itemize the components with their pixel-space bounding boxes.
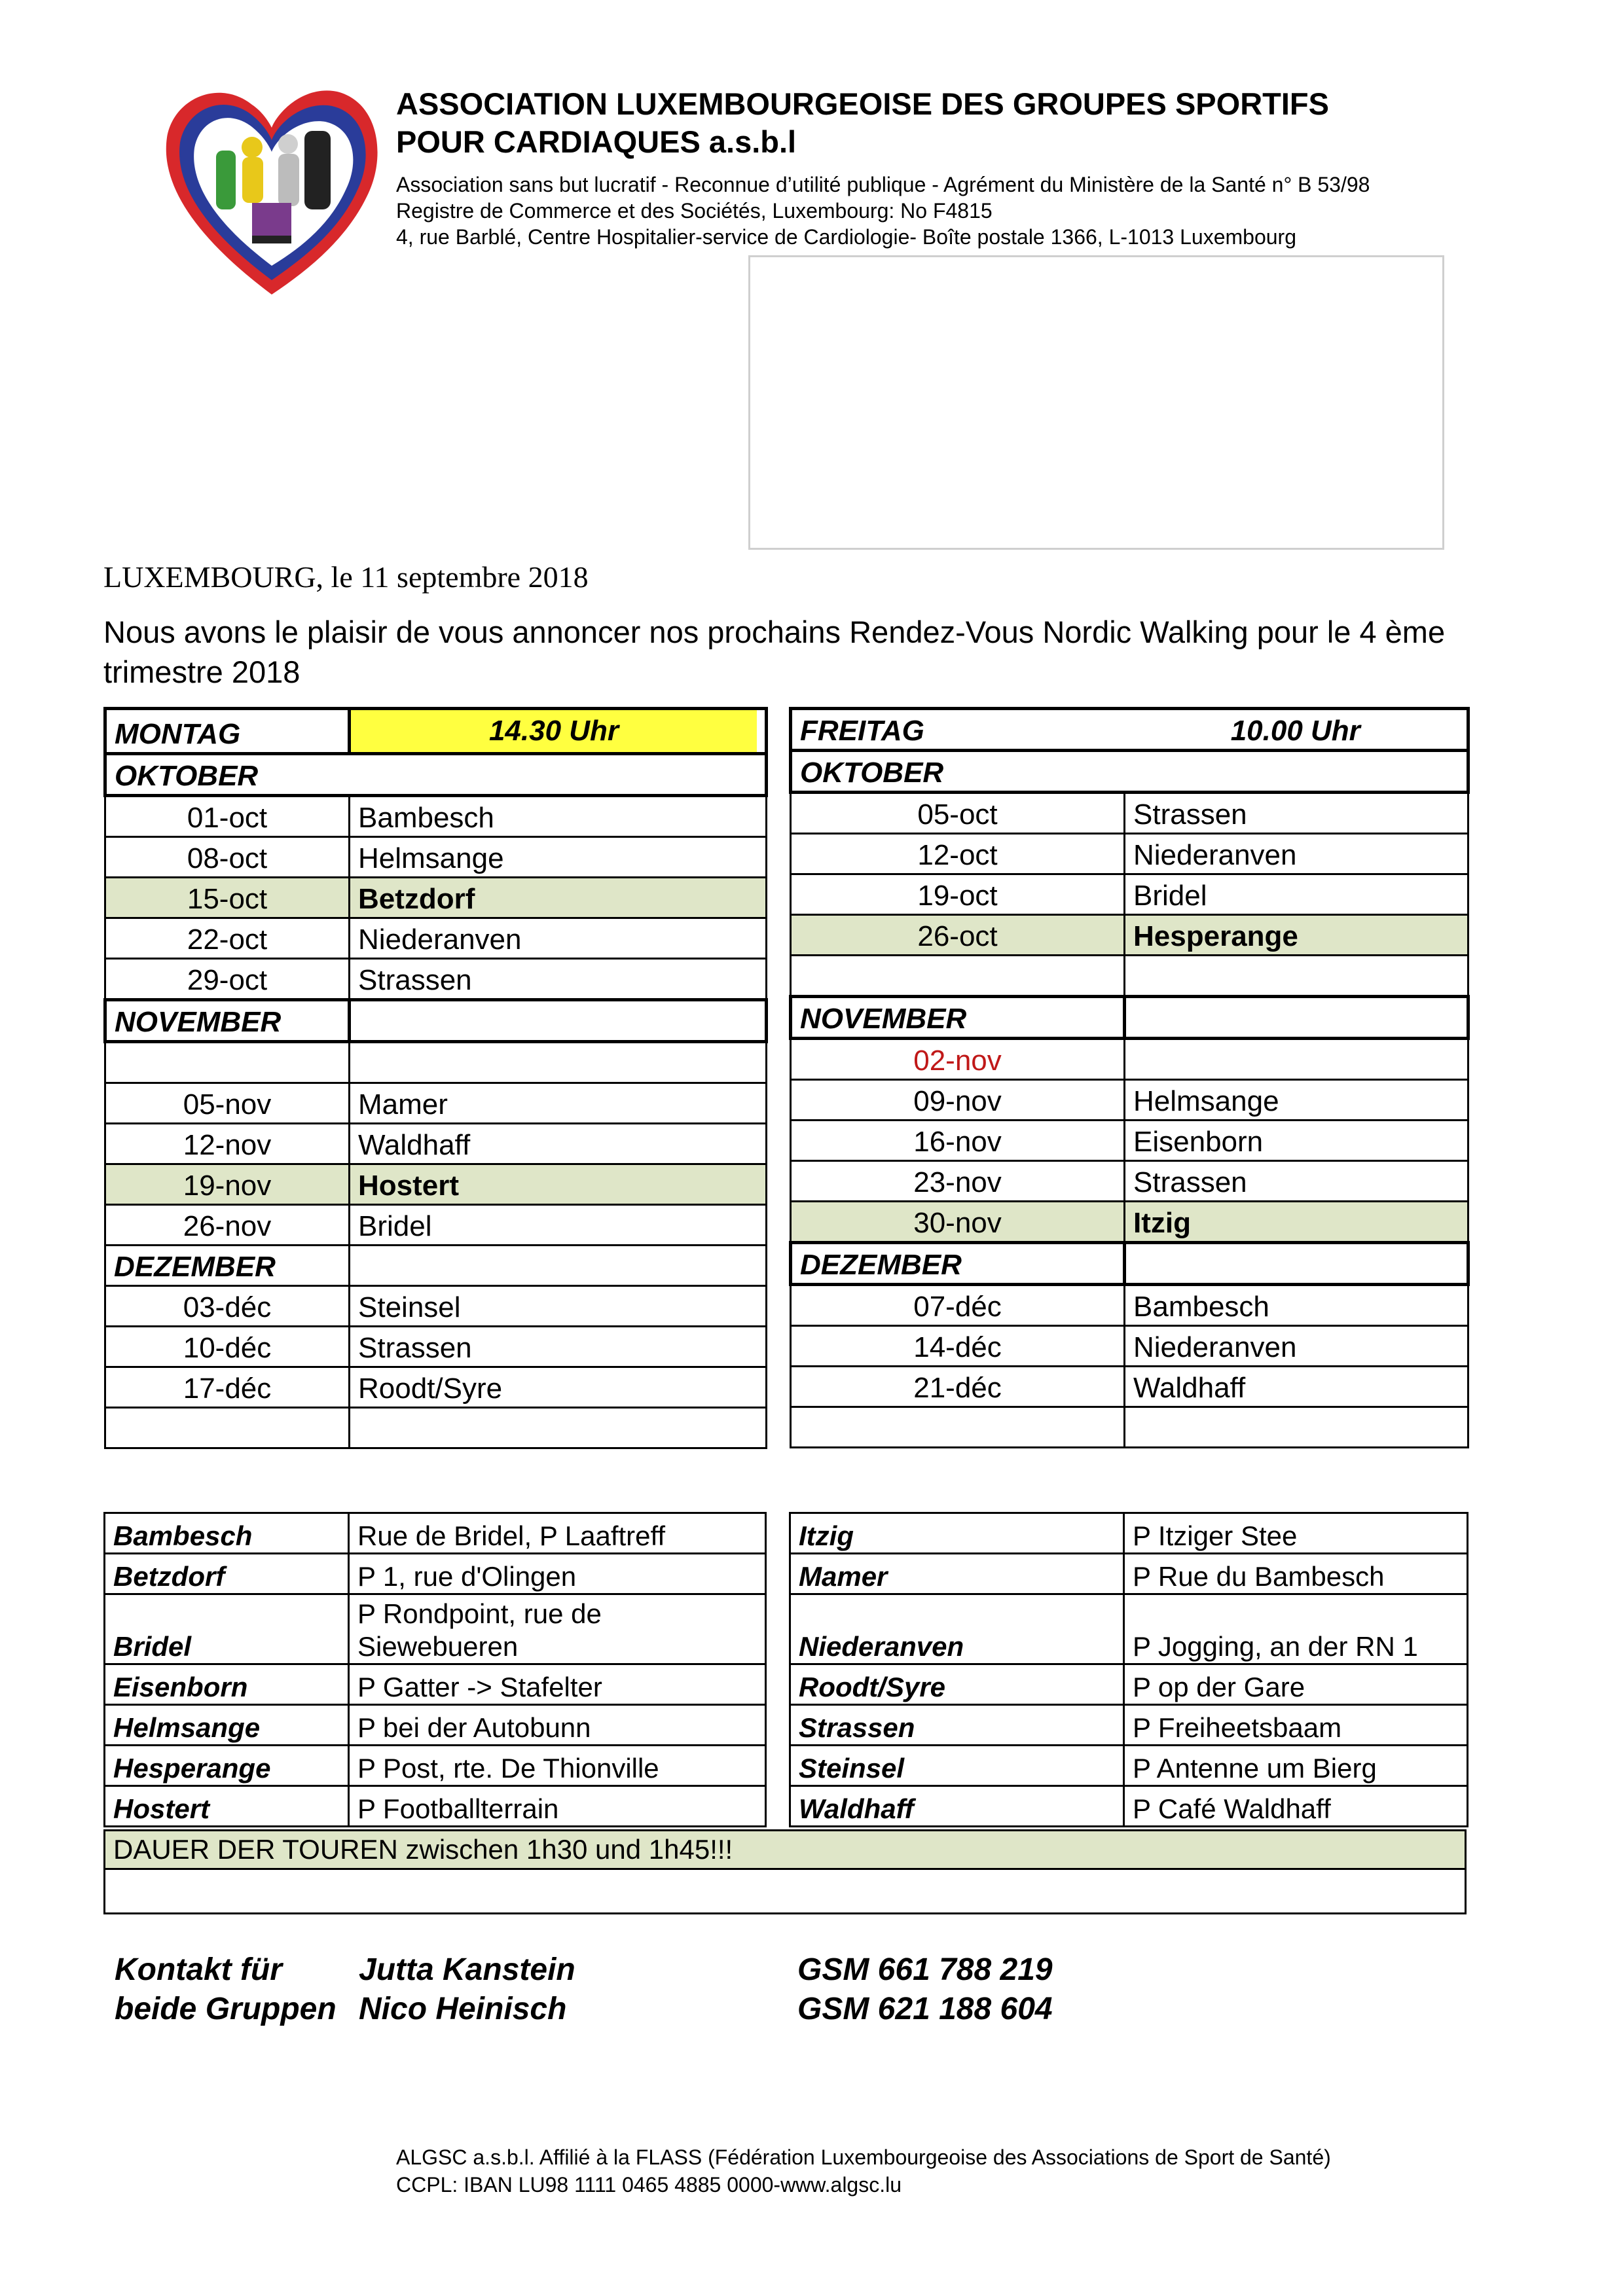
org-title-line-2: POUR CARDIAQUES a.s.b.l bbox=[396, 124, 797, 159]
table-row: 05-oct Strassen bbox=[791, 793, 1468, 834]
freitag-month-oktober: OKTOBER bbox=[791, 751, 1468, 793]
contact-label: Kontakt für beide Gruppen bbox=[115, 1952, 337, 2026]
table-row: 23-nov Strassen bbox=[791, 1161, 1468, 1202]
table-row: 22-oct Niederanven bbox=[105, 918, 767, 959]
table-row-highlight: 15-oct Betzdorf bbox=[105, 878, 767, 918]
address-window-box bbox=[748, 255, 1444, 550]
footer bbox=[396, 2144, 1331, 2198]
freitag-day: FREITAG bbox=[791, 709, 1125, 751]
freitag-schedule-table bbox=[789, 707, 1470, 1448]
table-row: Itzig P Itziger Stee bbox=[790, 1513, 1468, 1554]
table-row: Strassen P Freiheetsbaam bbox=[790, 1705, 1468, 1746]
table-row-highlight: 30-nov Itzig bbox=[791, 1202, 1468, 1243]
freitag-time: 10.00 Uhr bbox=[1125, 709, 1468, 751]
freitag-month-dezember: DEZEMBER bbox=[791, 1243, 1468, 1285]
locations-table-left bbox=[103, 1512, 767, 1827]
table-gap-row bbox=[105, 1042, 767, 1083]
org-info-line: Association sans but lucratif - Reconnue d’utilité publique - Agrément du Ministère de la Santé n° B 53/98 bbox=[396, 173, 1370, 196]
table-row: Steinsel P Antenne um Bierg bbox=[790, 1746, 1468, 1786]
table-row: 03-déc Steinsel bbox=[105, 1286, 767, 1327]
table-row-highlight: 19-nov Hostert bbox=[105, 1164, 767, 1205]
table-row: 05-nov Mamer bbox=[105, 1083, 767, 1124]
table-row: 26-nov Bridel bbox=[105, 1205, 767, 1246]
table-row: 16-nov Eisenborn bbox=[791, 1121, 1468, 1161]
table-row: 21-déc Waldhaff bbox=[791, 1367, 1468, 1407]
duration-box bbox=[103, 1829, 1467, 1914]
table-row: 01-oct Bambesch bbox=[105, 796, 767, 837]
org-registry-line: Registre de Commerce et des Sociétés, Luxembourg: No F4815 bbox=[396, 199, 993, 223]
table-row: 12-nov Waldhaff bbox=[105, 1124, 767, 1164]
table-row: 12-oct Niederanven bbox=[791, 834, 1468, 874]
table-row-highlight: 26-oct Hesperange bbox=[791, 915, 1468, 956]
contact-persons: Jutta Kanstein Nico Heinisch bbox=[359, 1952, 575, 2026]
table-row: 08-oct Helmsange bbox=[105, 837, 767, 878]
locations-table-right bbox=[789, 1512, 1468, 1827]
table-row: Eisenborn P Gatter -> Stafelter bbox=[105, 1664, 766, 1705]
table-row-empty bbox=[791, 956, 1468, 997]
table-row: Bambesch Rue de Bridel, P Laaftreff bbox=[105, 1513, 766, 1554]
duration-empty-row bbox=[103, 1870, 1467, 1914]
table-row: Bridel P Rondpoint, rue de Siewebueren bbox=[105, 1594, 766, 1664]
duration-note: DAUER DER TOUREN zwischen 1h30 und 1h45!!! bbox=[103, 1829, 1467, 1870]
montag-month-dezember: DEZEMBER bbox=[105, 1246, 767, 1286]
table-row: Betzdorf P 1, rue d'Olingen bbox=[105, 1554, 766, 1594]
montag-header-row bbox=[105, 709, 767, 754]
table-row: 10-déc Strassen bbox=[105, 1327, 767, 1367]
table-row: Hesperange P Post, rte. De Thionville bbox=[105, 1746, 766, 1786]
table-row: 29-oct Strassen bbox=[105, 959, 767, 1000]
freitag-header-row bbox=[791, 709, 1468, 751]
org-address-line: 4, rue Barblé, Centre Hospitalier-service de Cardiologie- Boîte postale 1366, L-1013 Luxembourg bbox=[396, 225, 1296, 249]
montag-month-oktober: OKTOBER bbox=[105, 754, 767, 796]
org-title-line-1: ASSOCIATION LUXEMBOURGEOISE DES GROUPES SPORTIFS bbox=[396, 86, 1329, 121]
footer-line-1: ALGSC a.s.b.l. Affilié à la FLASS (Fédération Luxembourgeoise des Associations de Sport de Santé) bbox=[396, 2145, 1331, 2169]
table-row: 17-déc Roodt/Syre bbox=[105, 1367, 767, 1408]
table-row: Niederanven P Jogging, an der RN 1 bbox=[790, 1594, 1468, 1664]
table-row: 07-déc Bambesch bbox=[791, 1285, 1468, 1326]
montag-month-november: NOVEMBER bbox=[105, 1000, 767, 1042]
footer-line-2: CCPL: IBAN LU98 1111 0465 4885 0000-www.algsc.lu bbox=[396, 2173, 902, 2197]
table-row-empty bbox=[105, 1408, 767, 1448]
table-row: 19-oct Bridel bbox=[791, 874, 1468, 915]
letter-date: LUXEMBOURG, le 11 septembre 2018 bbox=[103, 560, 589, 594]
table-row: Hostert P Footballterrain bbox=[105, 1786, 766, 1827]
table-row: Helmsange P bei der Autobunn bbox=[105, 1705, 766, 1746]
table-row: Waldhaff P Café Waldhaff bbox=[790, 1786, 1468, 1827]
org-title bbox=[396, 85, 1329, 161]
montag-time: 14.30 Uhr bbox=[351, 710, 757, 752]
table-row: 09-nov Helmsange bbox=[791, 1080, 1468, 1121]
freitag-month-november: NOVEMBER bbox=[791, 997, 1468, 1039]
contact-phones: GSM 661 788 219 GSM 621 188 604 bbox=[797, 1952, 1053, 2026]
letter-intro: Nous avons le plaisir de vous annoncer nos prochains Rendez-Vous Nordic Walking pour le 4 ème trimestre 2018 bbox=[103, 615, 1446, 689]
montag-day: MONTAG bbox=[105, 709, 350, 754]
table-row-cancelled: 02-nov bbox=[791, 1039, 1468, 1080]
table-row-empty bbox=[791, 1407, 1468, 1448]
table-row: 14-déc Niederanven bbox=[791, 1326, 1468, 1367]
montag-schedule-table bbox=[103, 707, 768, 1449]
table-row: Roodt/Syre P op der Gare bbox=[790, 1664, 1468, 1705]
table-row: Mamer P Rue du Bambesch bbox=[790, 1554, 1468, 1594]
heart-logo-icon bbox=[154, 72, 390, 308]
